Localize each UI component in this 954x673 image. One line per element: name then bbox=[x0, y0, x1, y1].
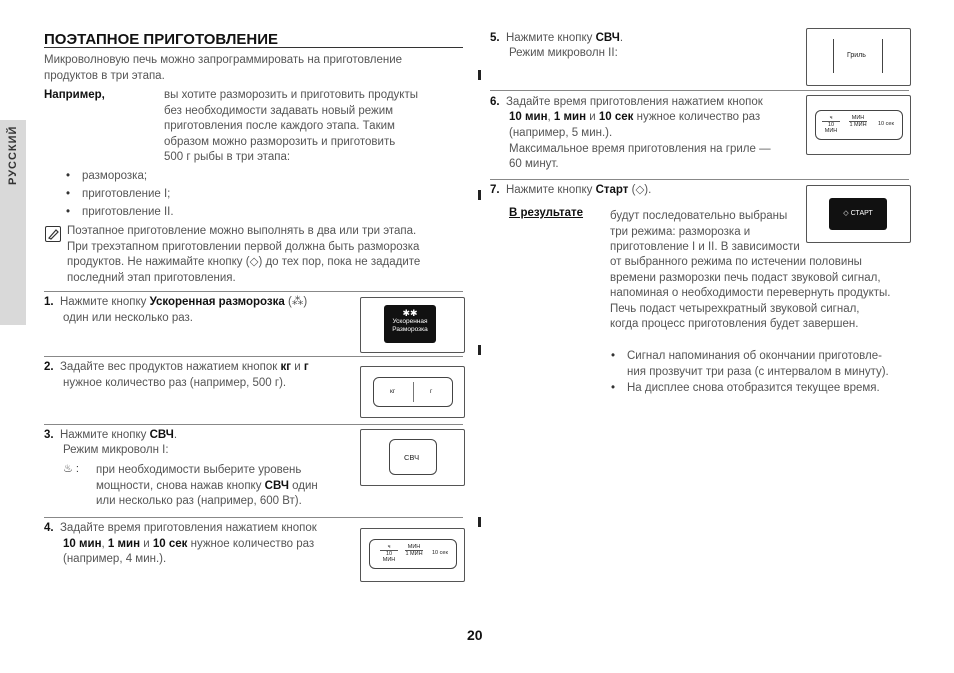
step-5-illustration bbox=[806, 28, 911, 86]
note-text: Поэтапное приготовление можно выполнять в два или три этапа. При трехэтапном приготовлении первой должна быть разморозка продуктов. Не нажимайте кнопку (◇) до тех пор, пока не зададите последний этап приготовления. bbox=[67, 225, 421, 284]
start-symbol-icon: ◇ bbox=[249, 256, 259, 268]
step-6-illustration bbox=[806, 95, 911, 155]
step-1-illustration bbox=[360, 297, 465, 353]
step-4-line2: 10 мин, 1 мин и 10 сек нужное количество раз bbox=[63, 538, 315, 550]
step-5: 5. Нажмите кнопку СВЧ. bbox=[490, 32, 624, 44]
example-text: вы хотите разморозить и приготовить продукты без необходимости задавать новый режим приготовления после каждого этапа. Таким образом можно разморозить и приготовить 500 г рыбы в три этапа: bbox=[164, 89, 418, 163]
step-6-line3: (например, 5 мин.). Максимальное время приготовления на гриле — 60 минут. bbox=[509, 127, 771, 170]
list-item: • Сигнал напоминания об окончании приготовле- ния прозвучит три раза (с интервалом в минуту). bbox=[627, 349, 889, 380]
result-label: В результате bbox=[509, 207, 584, 219]
list-item: • приготовление II. bbox=[82, 205, 174, 221]
step-2: 2. Задайте вес продуктов нажатием кнопок кг и г bbox=[44, 361, 309, 373]
list-item: • разморозка; bbox=[82, 169, 147, 185]
step-divider bbox=[490, 179, 909, 180]
list-item: • приготовление I; bbox=[82, 187, 170, 203]
page-number: 20 bbox=[467, 627, 483, 643]
step-divider bbox=[44, 356, 463, 357]
step-5-line2: Режим микроволн II: bbox=[509, 47, 618, 59]
page-title: ПОЭТАПНОЕ ПРИГОТОВЛЕНИЕ bbox=[44, 31, 279, 48]
step-6-line2: 10 мин, 1 мин и 10 сек нужное количество раз bbox=[509, 111, 761, 123]
list-item: • На дисплее снова отобразится текущее время. bbox=[627, 381, 880, 397]
step-3-sub: при необходимости выберите уровень мощности, снова нажав кнопку СВЧ один или несколько раз (например, 600 Вт). bbox=[96, 464, 318, 507]
step-7: 7. Нажмите кнопку Старт (◇). bbox=[490, 184, 652, 196]
step-2-illustration bbox=[360, 366, 465, 418]
intro-text: Микроволновую печь можно запрограммировать на приготовление продуктов в три этапа. bbox=[44, 54, 403, 82]
side-tab-label: РУССКИЙ bbox=[7, 125, 19, 185]
step-4: 4. Задайте время приготовления нажатием кнопок bbox=[44, 522, 317, 534]
step-2-line2: нужное количество раз (например, 500 г). bbox=[63, 377, 287, 389]
start-symbol-icon: ◇ bbox=[635, 184, 645, 196]
step-6: 6. Задайте время приготовления нажатием кнопок bbox=[490, 96, 763, 108]
defrost-icon: ⁂ bbox=[291, 296, 304, 308]
step-divider bbox=[44, 517, 463, 518]
step-3-line2: Режим микроволн I: bbox=[63, 444, 169, 456]
weight-buttons bbox=[373, 377, 453, 407]
g-button: г bbox=[430, 388, 433, 395]
time-buttons: ч 10 МИН МИН 1 МИН 10 сек bbox=[815, 110, 903, 140]
step-7-illustration bbox=[806, 185, 911, 243]
step-1: 1. Нажмите кнопку Ускоренная разморозка (⁂) bbox=[44, 296, 308, 308]
microwave-icon: ♨ : bbox=[63, 463, 79, 475]
quick-defrost-button: ✱✱ Ускоренная Разморозка bbox=[384, 305, 436, 343]
step-3: 3. Нажмите кнопку СВЧ. bbox=[44, 429, 178, 441]
example-label: Например, bbox=[44, 89, 105, 101]
start-icon: ◇ bbox=[843, 210, 849, 217]
step-4-illustration bbox=[360, 528, 465, 582]
snowflake-icon: ✱✱ bbox=[402, 308, 418, 318]
result-text-b: от выбранного режима по истечении половины времени разморозки печь подаст звуковой сигнал, напоминая о необходимости перевернуть продукты. Печь подаст четырехкратный звуковой сигнал, когда процесс приготовления будет завершен. bbox=[610, 256, 891, 330]
step-divider bbox=[490, 90, 909, 91]
microwave-button: СВЧ bbox=[389, 439, 437, 475]
title-divider bbox=[44, 47, 463, 48]
step-3-illustration bbox=[360, 429, 465, 486]
step-1-line2: один или несколько раз. bbox=[63, 312, 193, 324]
kg-button: кг bbox=[390, 388, 396, 395]
time-buttons: ч 10 МИН МИН 1 МИН 10 сек bbox=[369, 539, 457, 569]
step-divider bbox=[44, 424, 463, 425]
grill-button: Гриль bbox=[833, 39, 883, 73]
step-divider bbox=[44, 291, 463, 292]
start-button: ◇ СТАРТ bbox=[829, 198, 887, 230]
result-text-a: будут последовательно выбраны три режима: разморозка и приготовление I и II. В зависимости bbox=[610, 210, 800, 253]
step-4-line3: (например, 4 мин.). bbox=[63, 553, 167, 565]
note-icon bbox=[45, 226, 61, 242]
